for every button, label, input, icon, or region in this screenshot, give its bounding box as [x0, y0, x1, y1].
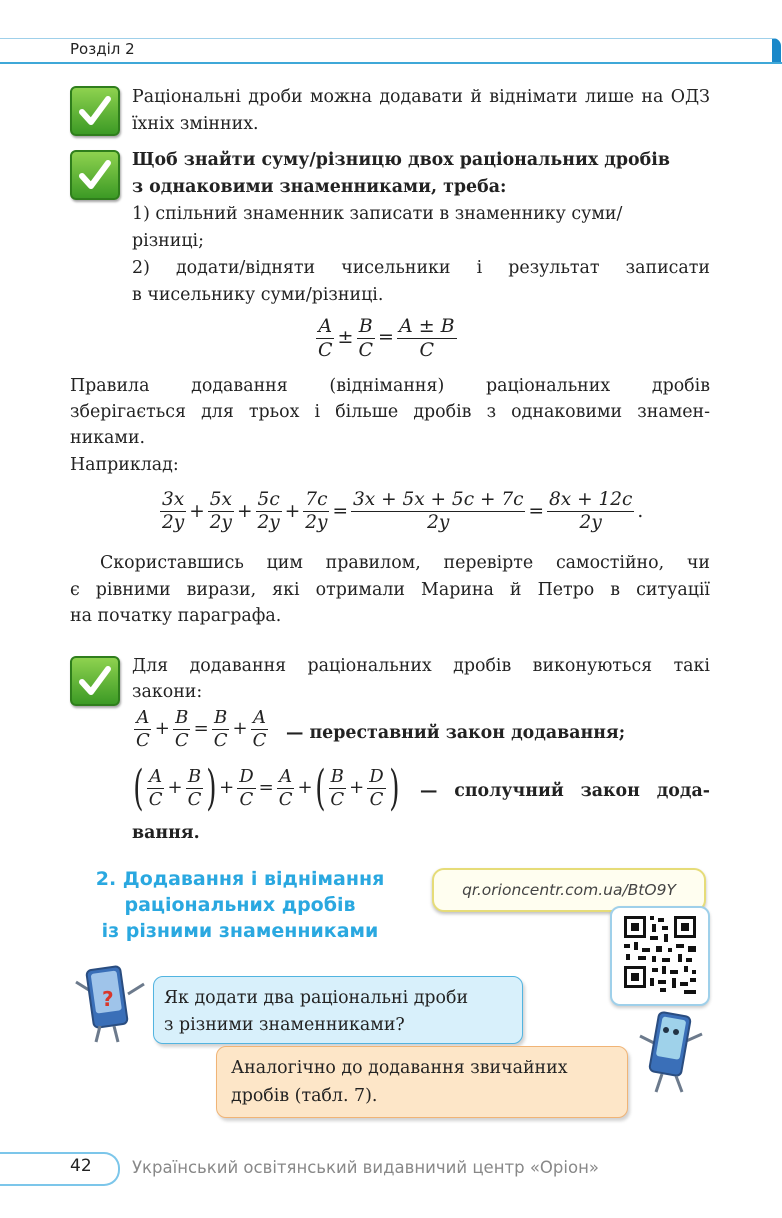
formula-equals: = [332, 500, 348, 522]
formula-numerator: 3x [160, 490, 186, 512]
answer-line-1: Аналогічно до додавання звичайних [231, 1058, 568, 1078]
formula-operator: + [232, 718, 248, 740]
formula-numerator: B [358, 315, 373, 337]
associative-law-label: — сполучний закон дода- [420, 781, 710, 801]
formula-operator: + [154, 718, 170, 740]
paragraph-2-line-3: на початку параграфа. [70, 606, 282, 626]
rule-1-text: Раціональні дроби можна додавати й віднімати лише на ОДЗ їхніх змінних. [132, 87, 710, 134]
formula-equals: = [193, 718, 209, 740]
formula-denominator: 2y [305, 512, 328, 534]
rule-2-step-2-line-1: 2) додати/відняти чисельники і результат записати [132, 258, 710, 278]
commutative-law-label: — переставний закон додавання; [286, 723, 626, 743]
formula-period: . [637, 500, 644, 522]
formula-example [158, 490, 644, 534]
rule-2-step-2-line-2: в чисельнику суми/різниці. [132, 285, 384, 305]
section-2-title-line: 2. Додавання і віднімання [95, 868, 385, 890]
formula-equals: = [528, 500, 544, 522]
formula-denominator: C [358, 338, 374, 361]
section-2-title-line: раціональних дробів [124, 894, 356, 916]
formula-denominator: 2y [427, 512, 450, 534]
formula-numerator: 7c [303, 490, 329, 512]
associative-law-formula [132, 760, 400, 816]
formula-numerator: 8x + 12c [547, 490, 634, 512]
formula-numerator: D [369, 765, 384, 787]
formula-denominator: C [136, 729, 150, 751]
formula-denominator: C [419, 338, 435, 361]
page-number-badge [0, 1152, 120, 1186]
formula-denominator: C [369, 788, 384, 810]
rule-2-bold-line-1: Щоб знайти суму/різницю двох раціональних дробів [132, 150, 670, 170]
rule-3-line-2: закони: [132, 682, 203, 702]
mascot-question-icon [72, 962, 152, 1046]
formula-numerator: 5x [208, 490, 234, 512]
commutative-law-formula [132, 708, 270, 751]
answer-bubble [216, 1046, 628, 1118]
formula-denominator: C [174, 729, 189, 751]
formula-numerator: 3x + 5x + 5c + 7c [351, 490, 525, 512]
section-2-title-line: із різними знаменниками [101, 920, 379, 942]
formula-equals: = [258, 777, 274, 798]
formula-numerator: B [214, 707, 228, 728]
paragraph-1-line-2: зберігається для трьох і більше дробів з однаковими знамен- [70, 402, 710, 422]
rule-2-bold-line-2: з однаковими знаменниками, треба: [132, 177, 507, 197]
formula-denominator: C [213, 729, 228, 751]
formula-paren: ) [388, 760, 400, 816]
section-2-title [80, 866, 400, 944]
formula-numerator: A ± B [398, 315, 455, 337]
formula-operator: ± [337, 326, 354, 349]
formula-numerator: 5c [256, 490, 282, 512]
paragraph-2-line-2: є рівними вирази, які отримали Марина й Петро в ситуації [70, 580, 710, 600]
formula-paren: ) [206, 760, 217, 816]
qr-code-box[interactable] [610, 906, 710, 1006]
answer-line-2: дробів (табл. 7). [231, 1086, 378, 1106]
formula-numerator: A [136, 707, 150, 728]
header-rule [0, 62, 782, 64]
formula-denominator: 2y [162, 512, 185, 534]
formula-operator: + [219, 777, 235, 798]
formula-operator: + [349, 777, 365, 798]
formula-operator: + [236, 500, 253, 522]
formula-denominator: 2y [257, 512, 280, 534]
example-label: Наприклад: [70, 455, 179, 475]
formula-operator: + [167, 777, 183, 798]
paragraph-1-line-1: Правила додавання (віднімання) раціональних дробів [70, 376, 710, 396]
formula-numerator: B [187, 765, 202, 787]
formula-denominator: C [187, 788, 202, 810]
formula-operator: + [284, 500, 301, 522]
publisher-name: Український освітянський видавничий центр «Оріон» [132, 1158, 599, 1177]
formula-paren: ( [133, 760, 144, 816]
formula-same-denominator [314, 316, 459, 361]
mascot-answer-icon [630, 1008, 710, 1096]
checkmark-icon [70, 150, 120, 200]
formula-denominator: C [278, 788, 293, 810]
section-label: Розділ 2 [70, 40, 135, 58]
formula-operator: + [189, 500, 205, 522]
formula-denominator: C [148, 788, 163, 810]
formula-numerator: A [149, 765, 163, 787]
formula-denominator: C [252, 729, 267, 751]
checkmark-icon [70, 656, 120, 706]
formula-equals: = [378, 326, 394, 349]
formula-numerator: B [330, 765, 344, 787]
checkmark-icon [70, 86, 120, 136]
rule-2-step-1-line-2: різниці; [132, 231, 204, 251]
question-line-2: з різними знаменниками? [164, 1015, 405, 1035]
formula-denominator: 2y [579, 512, 602, 534]
formula-denominator: C [330, 788, 345, 810]
formula-numerator: A [318, 315, 333, 337]
page-number: 42 [70, 1156, 92, 1176]
formula-numerator: B [175, 707, 189, 728]
formula-numerator: D [239, 765, 254, 787]
formula-denominator: C [318, 338, 333, 361]
svg-text:?: ? [102, 987, 114, 1011]
qr-link[interactable]: qr.orioncentr.com.ua/BtO9Y [432, 868, 706, 912]
rule-2-step-1-line-1: 1) спільний знаменник записати в знаменнику суми/ [132, 204, 623, 224]
formula-paren: ( [314, 760, 326, 816]
qr-code-icon [612, 908, 708, 1004]
formula-operator: + [297, 777, 313, 798]
formula-denominator: 2y [209, 512, 232, 534]
rule-3-line-1: Для додавання раціональних дробів виконуються такі [132, 656, 710, 676]
question-bubble [153, 976, 523, 1044]
formula-numerator: A [279, 765, 293, 787]
question-line-1: Як додати два раціональні дроби [164, 988, 469, 1008]
paragraph-2-line-1: Скориставшись цим правилом, перевірте самостійно, чи [100, 553, 710, 573]
paragraph-1-line-3: никами. [70, 428, 146, 448]
formula-denominator: C [239, 788, 254, 810]
associative-law-label-cont: вання. [132, 823, 200, 843]
formula-numerator: A [253, 707, 267, 728]
